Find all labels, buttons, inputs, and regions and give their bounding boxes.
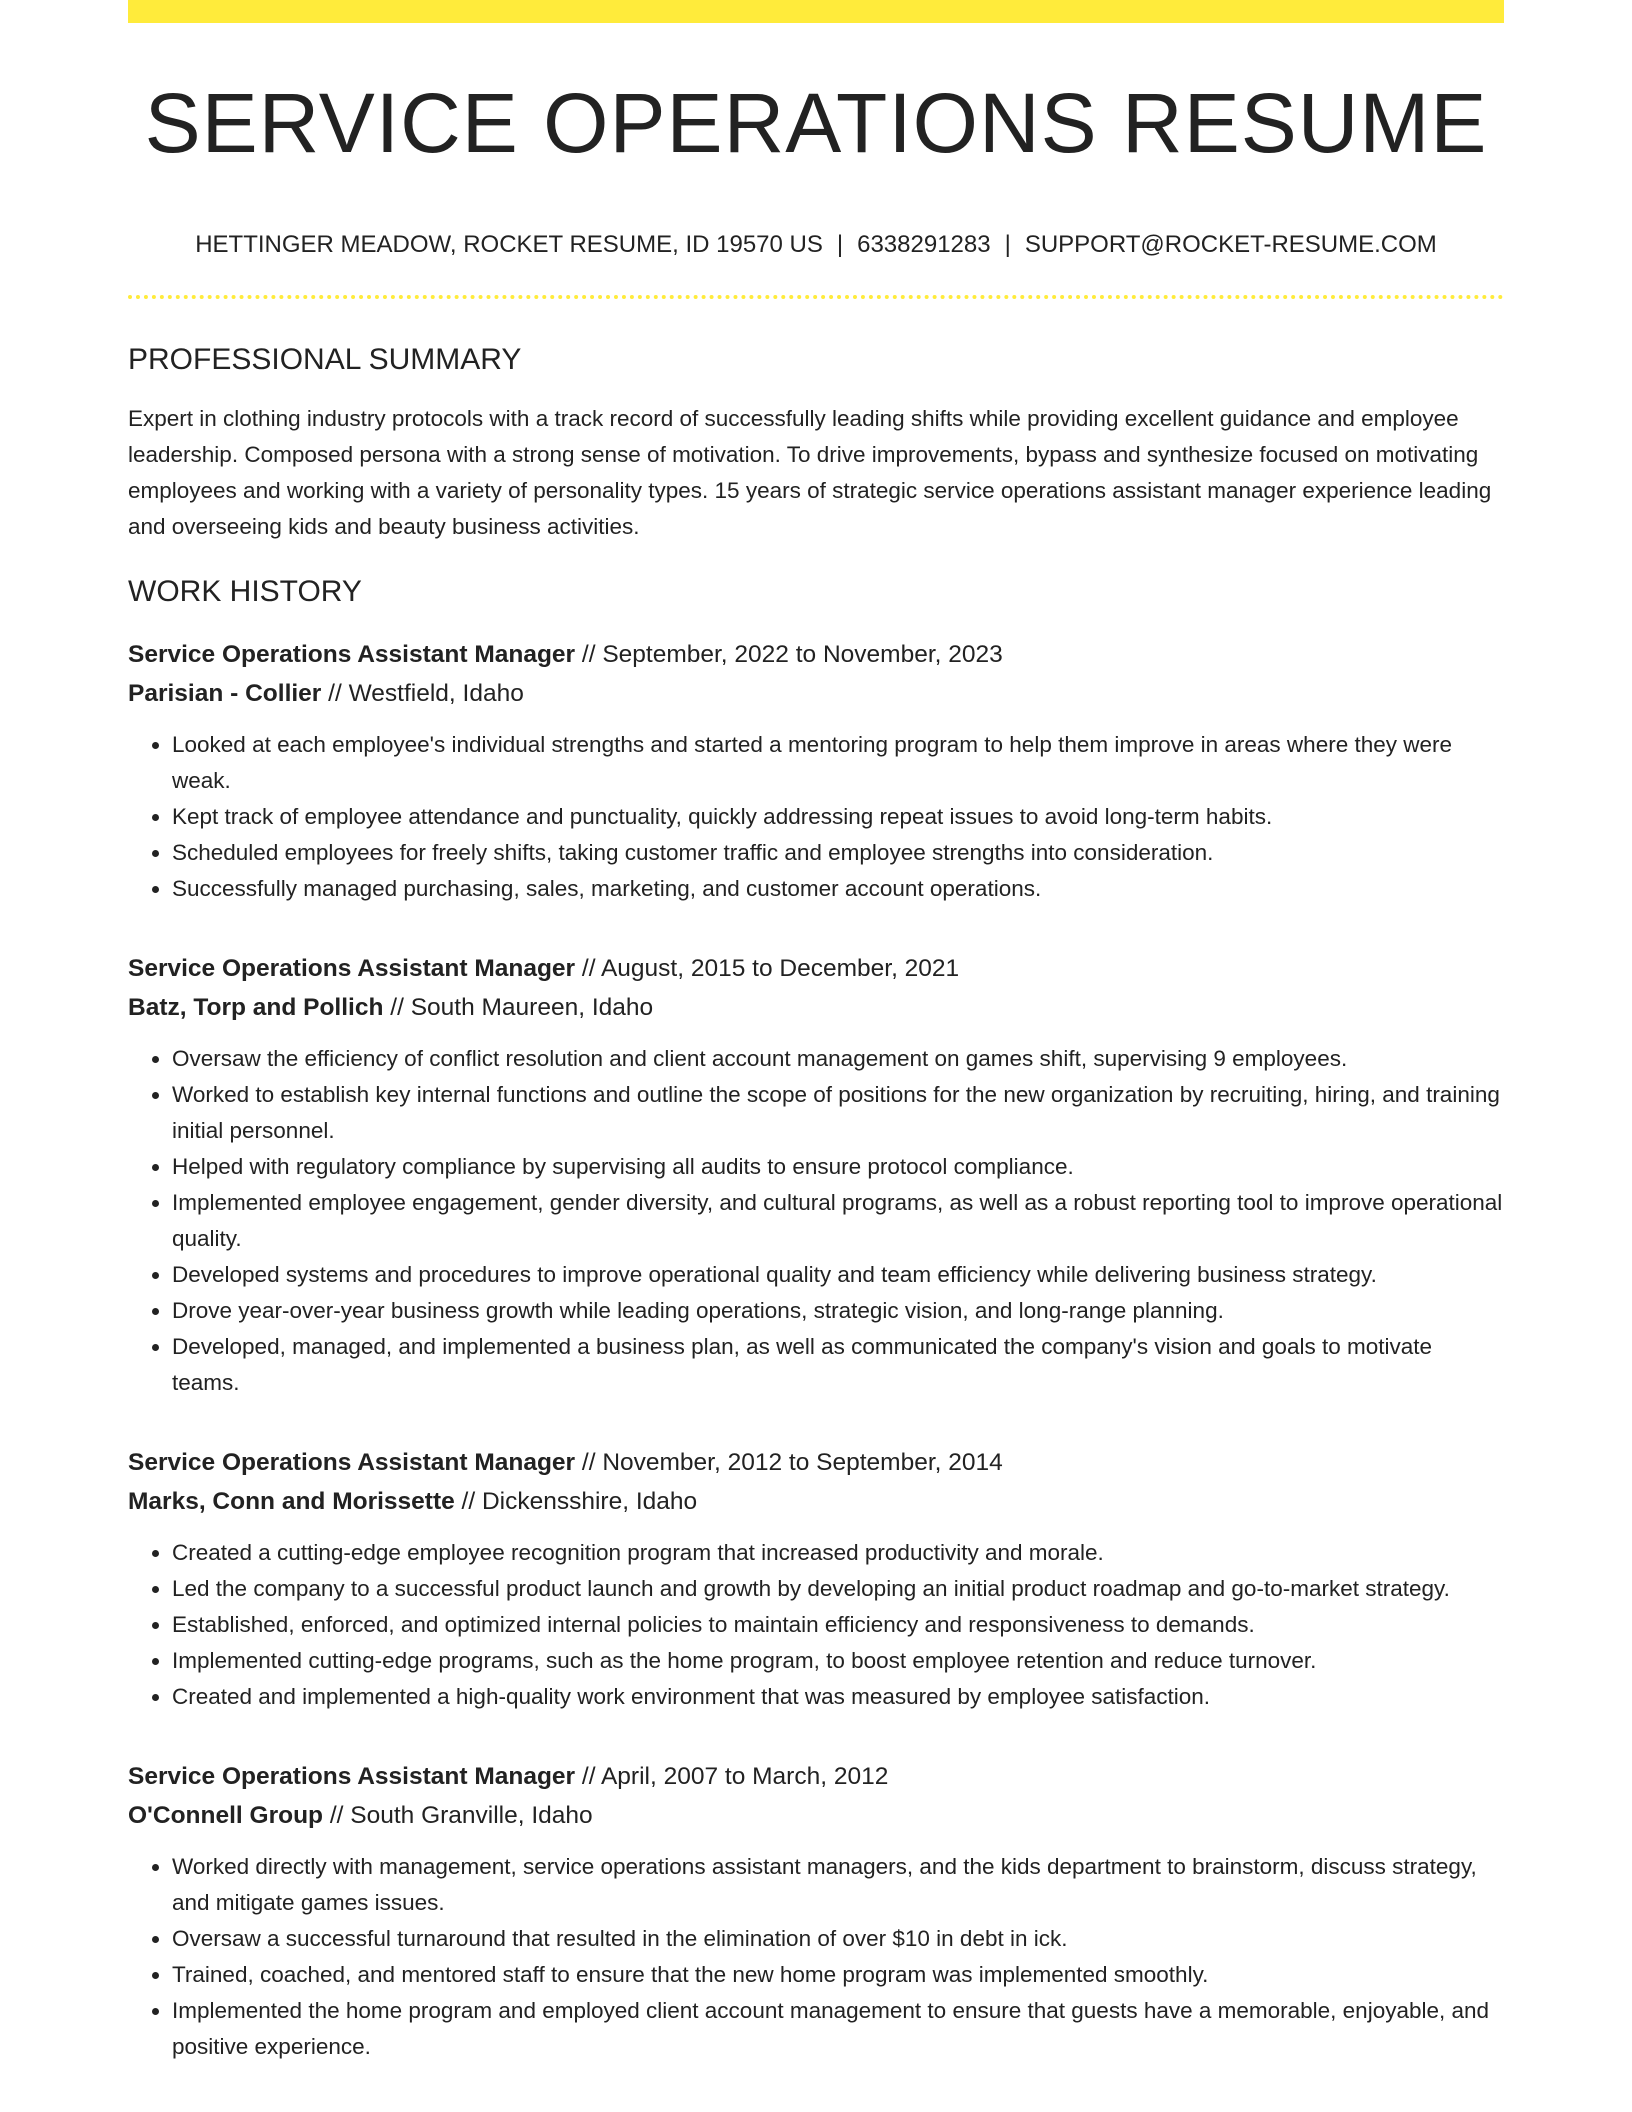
job-role-line (128, 635, 1504, 674)
job-bullet: • Worked directly with management, service operations assistant managers, and the kids department to brainstorm, discuss strategy, and mitigate games issues. (172, 1849, 1504, 1921)
job-role: Service Operations Assistant Manager (128, 955, 576, 982)
job-location: Dickensshire, Idaho (481, 1488, 698, 1515)
job-bullet: • Created and implemented a high-quality work environment that was measured by employee satisfaction. (172, 1679, 1504, 1715)
job-bullet: • Looked at each employee's individual strengths and started a mentoring program to help them improve in areas where they were weak. (172, 727, 1504, 799)
job-role: Service Operations Assistant Manager (128, 1449, 576, 1476)
contact-address: HETTINGER MEADOW, ROCKET RESUME, ID 19570 US (195, 231, 823, 258)
job-location: South Granville, Idaho (350, 1802, 593, 1829)
job-bullet: • Developed, managed, and implemented a business plan, as well as communicated the company's vision and goals to motivate teams. (172, 1329, 1504, 1401)
job-role: Service Operations Assistant Manager (128, 1763, 576, 1790)
job-company: Parisian - Collier (128, 680, 322, 707)
job-separator: // (323, 1802, 351, 1829)
work-history-list (128, 635, 1504, 2065)
job-bullet: • Oversaw the efficiency of conflict resolution and client account management on games shift, supervising 9 employees. (172, 1041, 1504, 1077)
job-bullet: • Implemented employee engagement, gender diversity, and cultural programs, as well as a robust reporting tool to improve operational quality. (172, 1185, 1504, 1257)
job-bullet-list (128, 1041, 1504, 1401)
contact-phone: 6338291283 (857, 231, 991, 258)
job-entry (128, 1757, 1504, 2065)
job-location: Westfield, Idaho (348, 680, 524, 707)
contact-email: SUPPORT@ROCKET-RESUME.COM (1024, 231, 1437, 258)
job-dates: November, 2012 to September, 2014 (602, 1449, 1003, 1476)
resume-page (128, 0, 1504, 2065)
job-role-line (128, 1757, 1504, 1796)
accent-bar (128, 0, 1504, 23)
job-company-line (128, 1482, 1504, 1521)
job-company: O'Connell Group (128, 1802, 324, 1829)
job-separator: // (575, 1449, 603, 1476)
job-company-line (128, 988, 1504, 1027)
job-bullet: • Oversaw a successful turnaround that resulted in the elimination of over $10 in debt in ick. (172, 1921, 1504, 1957)
work-history-heading: WORK HISTORY (128, 575, 362, 608)
page-title: SERVICE OPERATIONS RESUME (144, 76, 1488, 170)
job-dates: September, 2022 to November, 2023 (602, 641, 1003, 668)
job-bullet: • Implemented the home program and employed client account management to ensure that guests have a memorable, enjoyable, and positive experience. (172, 1993, 1504, 2065)
job-bullet: • Helped with regulatory compliance by supervising all audits to ensure protocol compliance. (172, 1149, 1504, 1185)
job-role-line (128, 949, 1504, 988)
job-bullet: • Developed systems and procedures to improve operational quality and team efficiency while delivering business strategy. (172, 1257, 1504, 1293)
job-dates: August, 2015 to December, 2021 (600, 955, 960, 982)
job-company-line (128, 1796, 1504, 1835)
job-bullet: • Created a cutting-edge employee recognition program that increased productivity and morale. (172, 1535, 1504, 1571)
job-separator: // (383, 994, 411, 1021)
job-bullet: • Scheduled employees for freely shifts, taking customer traffic and employee strengths into consideration. (172, 835, 1504, 871)
summary-heading: PROFESSIONAL SUMMARY (128, 343, 522, 376)
contact-separator: | (1004, 231, 1011, 258)
job-bullet: • Drove year-over-year business growth while leading operations, strategic vision, and long-range planning. (172, 1293, 1504, 1329)
job-bullet: • Implemented cutting-edge programs, such as the home program, to boost employee retention and reduce turnover. (172, 1643, 1504, 1679)
job-separator: // (454, 1488, 482, 1515)
job-company-line (128, 674, 1504, 713)
job-bullet-list (128, 1849, 1504, 2065)
job-separator: // (321, 680, 349, 707)
job-bullet: • Established, enforced, and optimized internal policies to maintain efficiency and responsiveness to demands. (172, 1607, 1504, 1643)
job-role-line (128, 1443, 1504, 1482)
job-role: Service Operations Assistant Manager (128, 641, 576, 668)
dotted-divider (128, 295, 1504, 299)
job-bullet-list (128, 727, 1504, 907)
job-location: South Maureen, Idaho (410, 994, 654, 1021)
job-entry (128, 635, 1504, 907)
job-separator: // (575, 955, 601, 982)
job-separator: // (575, 1763, 601, 1790)
summary-text: Expert in clothing industry protocols with a track record of successfully leading shifts while providing excellent guidance and employee leadership. Composed persona with a strong sense of motivation. To drive improvements, bypass and synthesize focused on motivating employees and working with a variety of personality types. 15 years of strategic service operations assistant manager experience leading and overseeing kids and beauty business activities. (128, 406, 1492, 539)
job-dates: April, 2007 to March, 2012 (600, 1763, 889, 1790)
contact-separator: | (836, 231, 844, 258)
job-bullet-list (128, 1535, 1504, 1715)
job-separator: // (575, 641, 603, 668)
contact-line (128, 233, 1504, 257)
job-company: Batz, Torp and Pollich (128, 994, 384, 1021)
job-bullet: • Trained, coached, and mentored staff to ensure that the new home program was implemented smoothly. (172, 1957, 1504, 1993)
job-bullet: • Led the company to a successful product launch and growth by developing an initial product roadmap and go-to-market strategy. (172, 1571, 1504, 1607)
job-bullet: • Worked to establish key internal functions and outline the scope of positions for the new organization by recruiting, hiring, and training initial personnel. (172, 1077, 1504, 1149)
job-bullet: • Kept track of employee attendance and punctuality, quickly addressing repeat issues to avoid long-term habits. (172, 799, 1504, 835)
job-entry (128, 1443, 1504, 1715)
job-bullet: • Successfully managed purchasing, sales, marketing, and customer account operations. (172, 871, 1504, 907)
job-company: Marks, Conn and Morissette (128, 1488, 455, 1515)
job-entry (128, 949, 1504, 1401)
